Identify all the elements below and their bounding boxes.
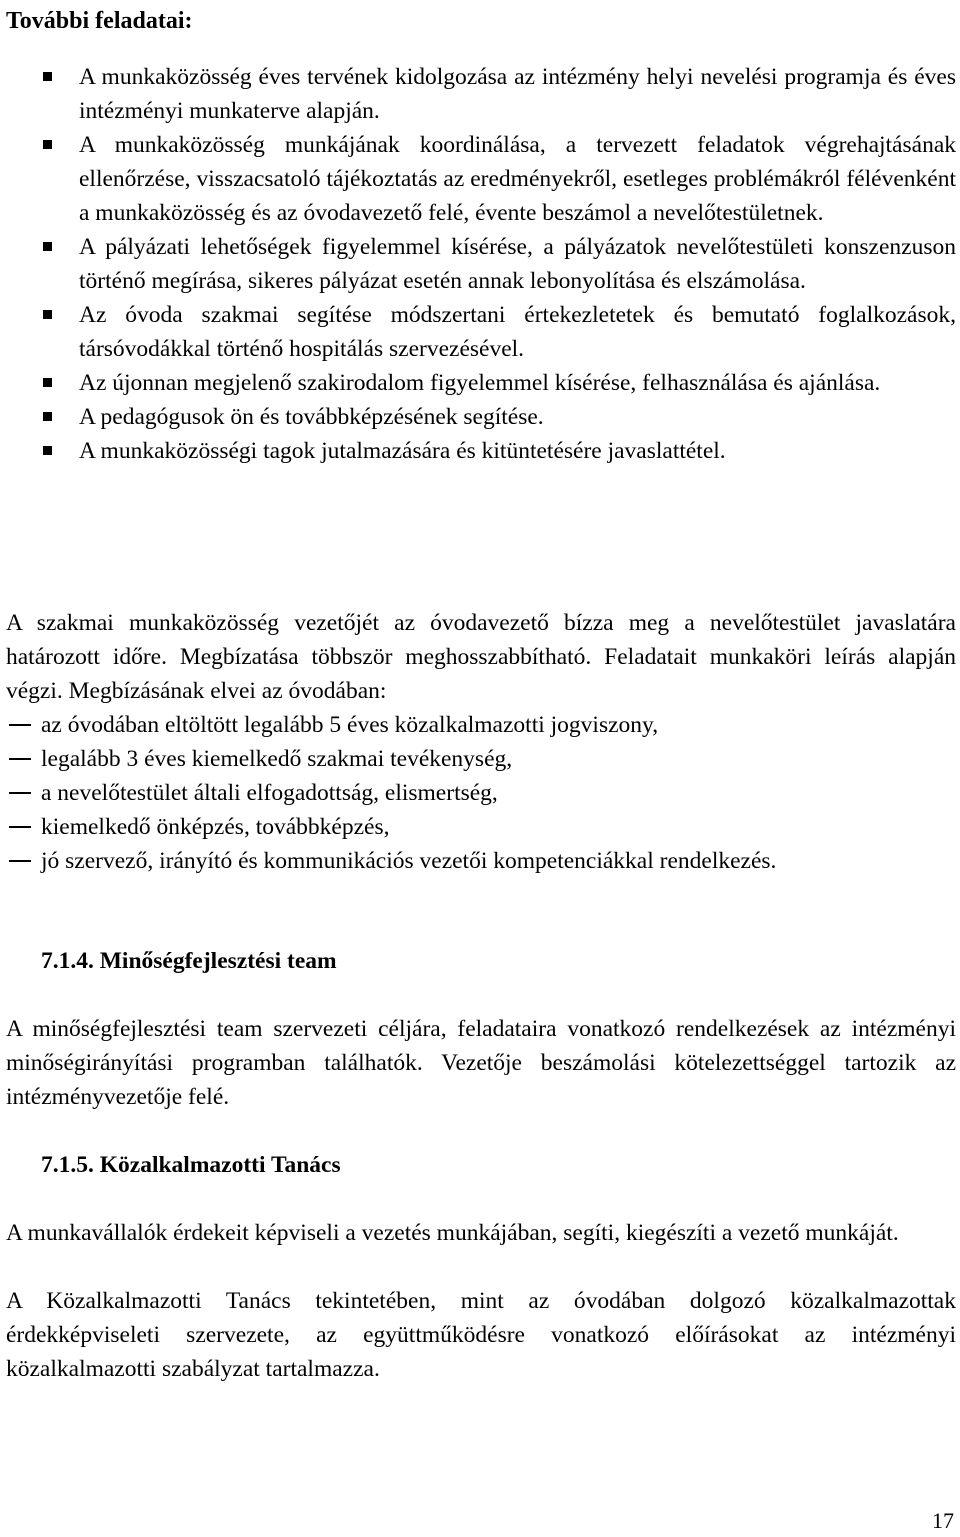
task-item: A pedagógusok ön és továbbképzésének segítése.: [6, 400, 956, 434]
subsection-paragraph: A munkavállalók érdekeit képviseli a vezetés munkájában, segíti, kiegészíti a vezető munkáját.: [6, 1220, 899, 1246]
task-item: A pályázati lehetőségek figyelemmel kísérése, a pályázatok nevelőtestületi konszenzuson történő megírása, sikeres pályázat esetén annak lebonyolítása és elszámolása.: [6, 230, 956, 298]
task-item: A munkaközösség éves tervének kidolgozása az intézmény helyi nevelési programja és éves intézményi munkaterve alapján.: [6, 60, 956, 128]
leader-paragraph: A szakmai munkaközösség vezetőjét az óvodavezető bízza meg a nevelőtestület javaslatára határozott időre. Megbízatása többször meghosszabbítható. Feladatait munkaköri leírás alapján végzi. Megbízásának elvei az óvodában:: [6, 610, 956, 704]
square-bullet-icon: [43, 72, 52, 81]
subsection-paragraph: A Közalkalmazotti Tanács tekintetében, mint az óvodában dolgozó közalkalmazottak érdekképviseleti szervezete, az együttműködésre vonatkozó előírásokat az intézményi közalkalmazotti szabályzat tartalmazza.: [6, 1288, 956, 1382]
square-bullet-icon: [43, 242, 52, 251]
subsection-title-715: 7.1.5. Közalkalmazotti Tanács: [41, 1152, 341, 1178]
criteria-item: a nevelőtestület általi elfogadottság, elismertség,: [6, 776, 956, 810]
dash-bullet-icon: [9, 792, 31, 794]
criteria-item: az óvodában eltöltött legalább 5 éves közalkalmazotti jogviszony,: [6, 708, 956, 742]
section-heading: További feladatai:: [6, 8, 193, 34]
subsection-text-714: A minőségfejlesztési team szervezeti céljára, feladataira vonatkozó rendelkezések az intézményi minőségirányítási programban találhatók. Vezetője beszámolási kötelezettséggel tartozik az intézményvezetője felé.: [6, 1016, 956, 1110]
dash-bullet-icon: [9, 724, 31, 726]
criteria-item: legalább 3 éves kiemelkedő szakmai tevékenység,: [6, 742, 956, 776]
task-item: A munkaközösség munkájának koordinálása, a tervezett feladatok végrehajtásának ellenőrzése, visszacsatoló tájékoztatás az eredményekről, esetleges problémákról félévenként a munkaközösség és az óvodavezető felé, évente beszámol a nevelőtestületnek.: [6, 128, 956, 230]
square-bullet-icon: [43, 378, 52, 387]
tasks-list: [6, 60, 956, 468]
square-bullet-icon: [43, 310, 52, 319]
criteria-list: [6, 708, 956, 878]
criteria-item: kiemelkedő önképzés, továbbképzés,: [6, 810, 956, 844]
subsection-title-714: 7.1.4. Minőségfejlesztési team: [41, 948, 337, 974]
page-number: 17: [932, 1508, 954, 1533]
task-item: A munkaközösségi tagok jutalmazására és kitüntetésére javaslattétel.: [6, 434, 956, 468]
criteria-item: jó szervező, irányító és kommunikációs vezetői kompetenciákkal rendelkezés.: [6, 844, 956, 878]
square-bullet-icon: [43, 412, 52, 421]
square-bullet-icon: [43, 140, 52, 149]
dash-bullet-icon: [9, 826, 31, 828]
dash-bullet-icon: [9, 860, 31, 862]
task-item: Az újonnan megjelenő szakirodalom figyelemmel kísérése, felhasználása és ajánlása.: [6, 366, 956, 400]
square-bullet-icon: [43, 446, 52, 455]
task-item: Az óvoda szakmai segítése módszertani értekezletetek és bemutató foglalkozások, társóvodákkal történő hospitálás szervezésével.: [6, 298, 956, 366]
dash-bullet-icon: [9, 758, 31, 760]
